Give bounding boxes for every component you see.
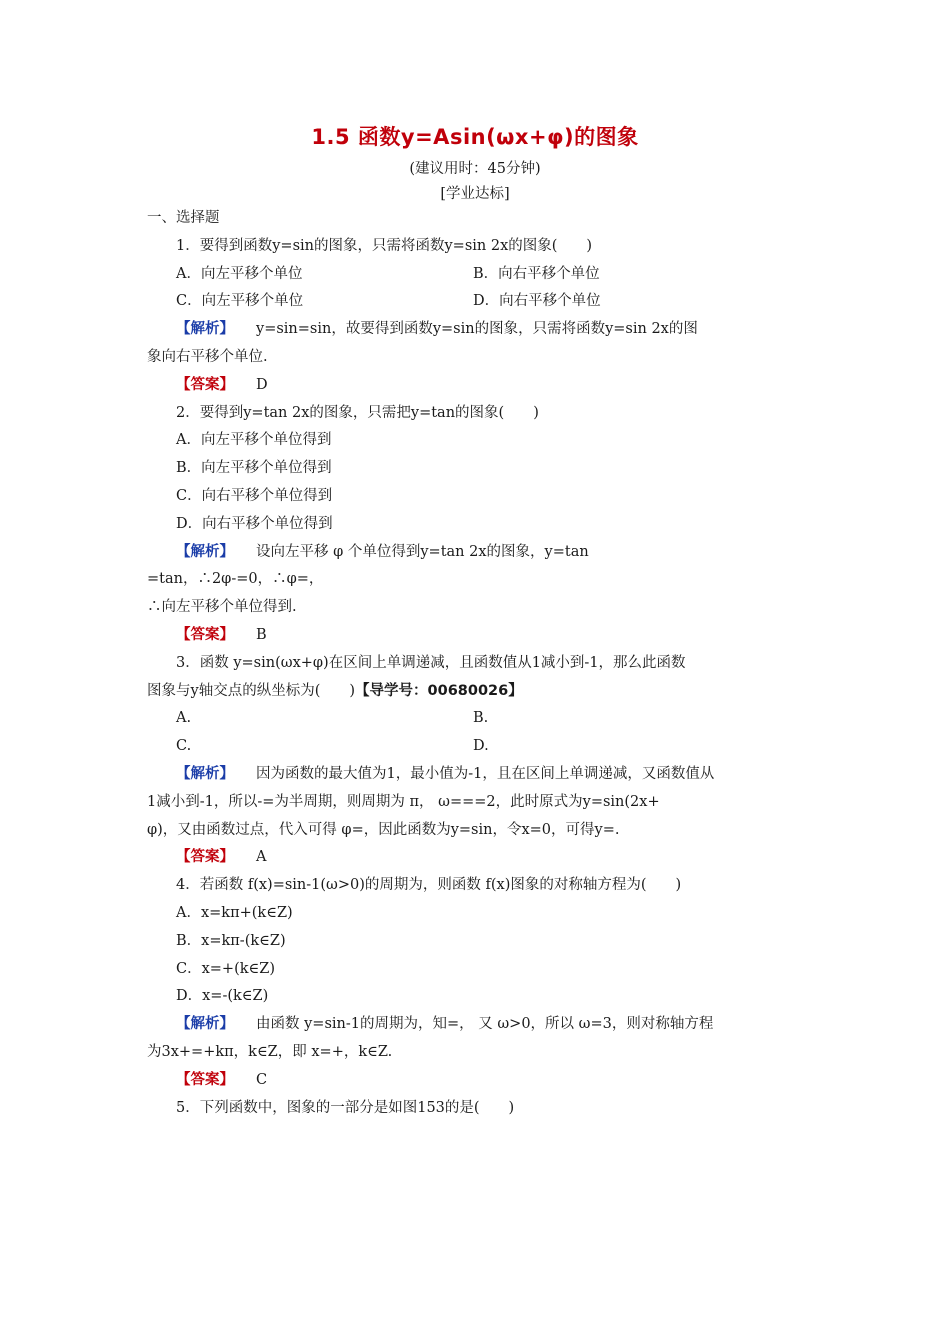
- q2-analysis-line3: ∴向左平移个单位得到.: [147, 599, 297, 616]
- q2-option-b: B．向左平移个单位得到: [176, 460, 332, 477]
- q3-analysis-line2: 1减小到-1，所以-=为半周期，则周期为 π， ω===2，此时原式为y=sin(2x+: [147, 793, 660, 810]
- q4-option-c: C．x=+(k∈Z): [176, 960, 275, 977]
- analysis-label: 【解析】: [176, 1016, 234, 1033]
- q2-answer: [147, 622, 807, 650]
- q3-option-c: C.: [176, 738, 192, 755]
- q3-analysis: [147, 761, 807, 789]
- analysis-label: 【解析】: [176, 543, 234, 560]
- q4-analysis-line2: 为3x+=+kπ，k∈Z，即 x=+，k∈Z.: [147, 1043, 393, 1060]
- q4-analysis-line1: 由函数 y=sin-1的周期为，知=， 又 ω>0，所以 ω=3，则对称轴方程: [256, 1016, 714, 1033]
- q5-stem: 5．下列函数中，图象的一部分是如图153的是( ): [176, 1099, 515, 1116]
- q3-answer: [147, 844, 807, 872]
- q2-analysis: [147, 539, 807, 567]
- analysis-label: 【解析】: [176, 765, 234, 782]
- answer-label: 【答案】: [176, 626, 234, 643]
- q3-option-a: A.: [176, 710, 192, 727]
- q2-option-a: A．向左平移个单位得到: [176, 432, 332, 449]
- q1-answer: [147, 372, 807, 400]
- q2-analysis-line2: =tan，∴2φ-=0，∴φ=，: [147, 571, 324, 588]
- q3-stem-line1: 3．函数 y=sin(ωx+φ)在区间上单调递减，且函数值从1减小到-1，那么此函数: [176, 654, 686, 671]
- q1-option-b: B．向右平移个单位: [473, 265, 600, 282]
- q4-answer-value: C: [256, 1071, 268, 1088]
- q3-option-d: D.: [473, 738, 489, 755]
- q1-options-row1: [147, 261, 807, 289]
- q2-answer-value: B: [256, 626, 267, 643]
- q1-analysis-line1: y=sin=sin，故要得到函数y=sin的图象，只需将函数y=sin 2x的图: [256, 321, 698, 338]
- q2-analysis-line1: 设向左平移 φ 个单位得到y=tan 2x的图象，y=tan: [256, 543, 589, 560]
- q1-option-d: D．向右平移个单位: [473, 293, 601, 310]
- q4-option-b: B．x=kπ-(k∈Z): [176, 932, 286, 949]
- q1-stem: 1．要得到函数y=sin的图象，只需将函数y=sin 2x的图象( ): [176, 237, 593, 254]
- q2-stem: 2．要得到y=tan 2x的图象，只需把y=tan的图象( ): [176, 404, 539, 421]
- q3-options-row2: [147, 733, 807, 761]
- page-title: 1.5 函数y=Asin(ωx+φ)的图象: [311, 125, 639, 149]
- q4-stem: 4．若函数 f(x)=sin-1(ω>0)的周期为，则函数 f(x)图象的对称轴方程为( ): [176, 877, 682, 894]
- answer-label: 【答案】: [176, 1071, 234, 1088]
- section-tag: [学业达标]: [440, 186, 510, 202]
- q1-options-row2: [147, 288, 807, 316]
- analysis-label: 【解析】: [176, 321, 234, 338]
- q3-analysis-line1: 因为函数的最大值为1，最小值为-1，且在区间上单调递减，又函数值从: [256, 765, 715, 782]
- q1-answer-value: D: [256, 376, 268, 393]
- document-body: [147, 205, 807, 1122]
- q2-option-c: C．向右平移个单位得到: [176, 487, 333, 504]
- q4-option-d: D．x=-(k∈Z): [176, 988, 269, 1005]
- q4-answer: [147, 1067, 807, 1095]
- q3-answer-value: A: [256, 849, 267, 866]
- answer-label: 【答案】: [176, 376, 234, 393]
- q1-analysis-line2: 象向右平移个单位.: [147, 348, 268, 365]
- guide-number: 【导学号：00680026】: [355, 682, 523, 699]
- q1-option-a: A．向左平移个单位: [176, 265, 303, 282]
- q3-option-b: B.: [473, 710, 489, 727]
- q3-analysis-line3: φ)，又由函数过点，代入可得 φ=，因此函数为y=sin，令x=0，可得y=.: [147, 821, 620, 838]
- answer-label: 【答案】: [176, 849, 234, 866]
- q3-stem-line2: [147, 678, 807, 706]
- suggested-time: (建议用时：45分钟): [409, 161, 541, 177]
- q1-analysis: [147, 316, 807, 344]
- q3-options-row1: [147, 705, 807, 733]
- q2-option-d: D．向右平移个单位得到: [176, 515, 333, 532]
- q1-option-c: C．向左平移个单位: [176, 293, 304, 310]
- q3-stem-text: 图象与y轴交点的纵坐标为( ): [147, 682, 356, 699]
- q4-analysis: [147, 1011, 807, 1039]
- section-heading: 一、选择题: [147, 210, 220, 226]
- q4-option-a: A．x=kπ+(k∈Z): [176, 904, 293, 921]
